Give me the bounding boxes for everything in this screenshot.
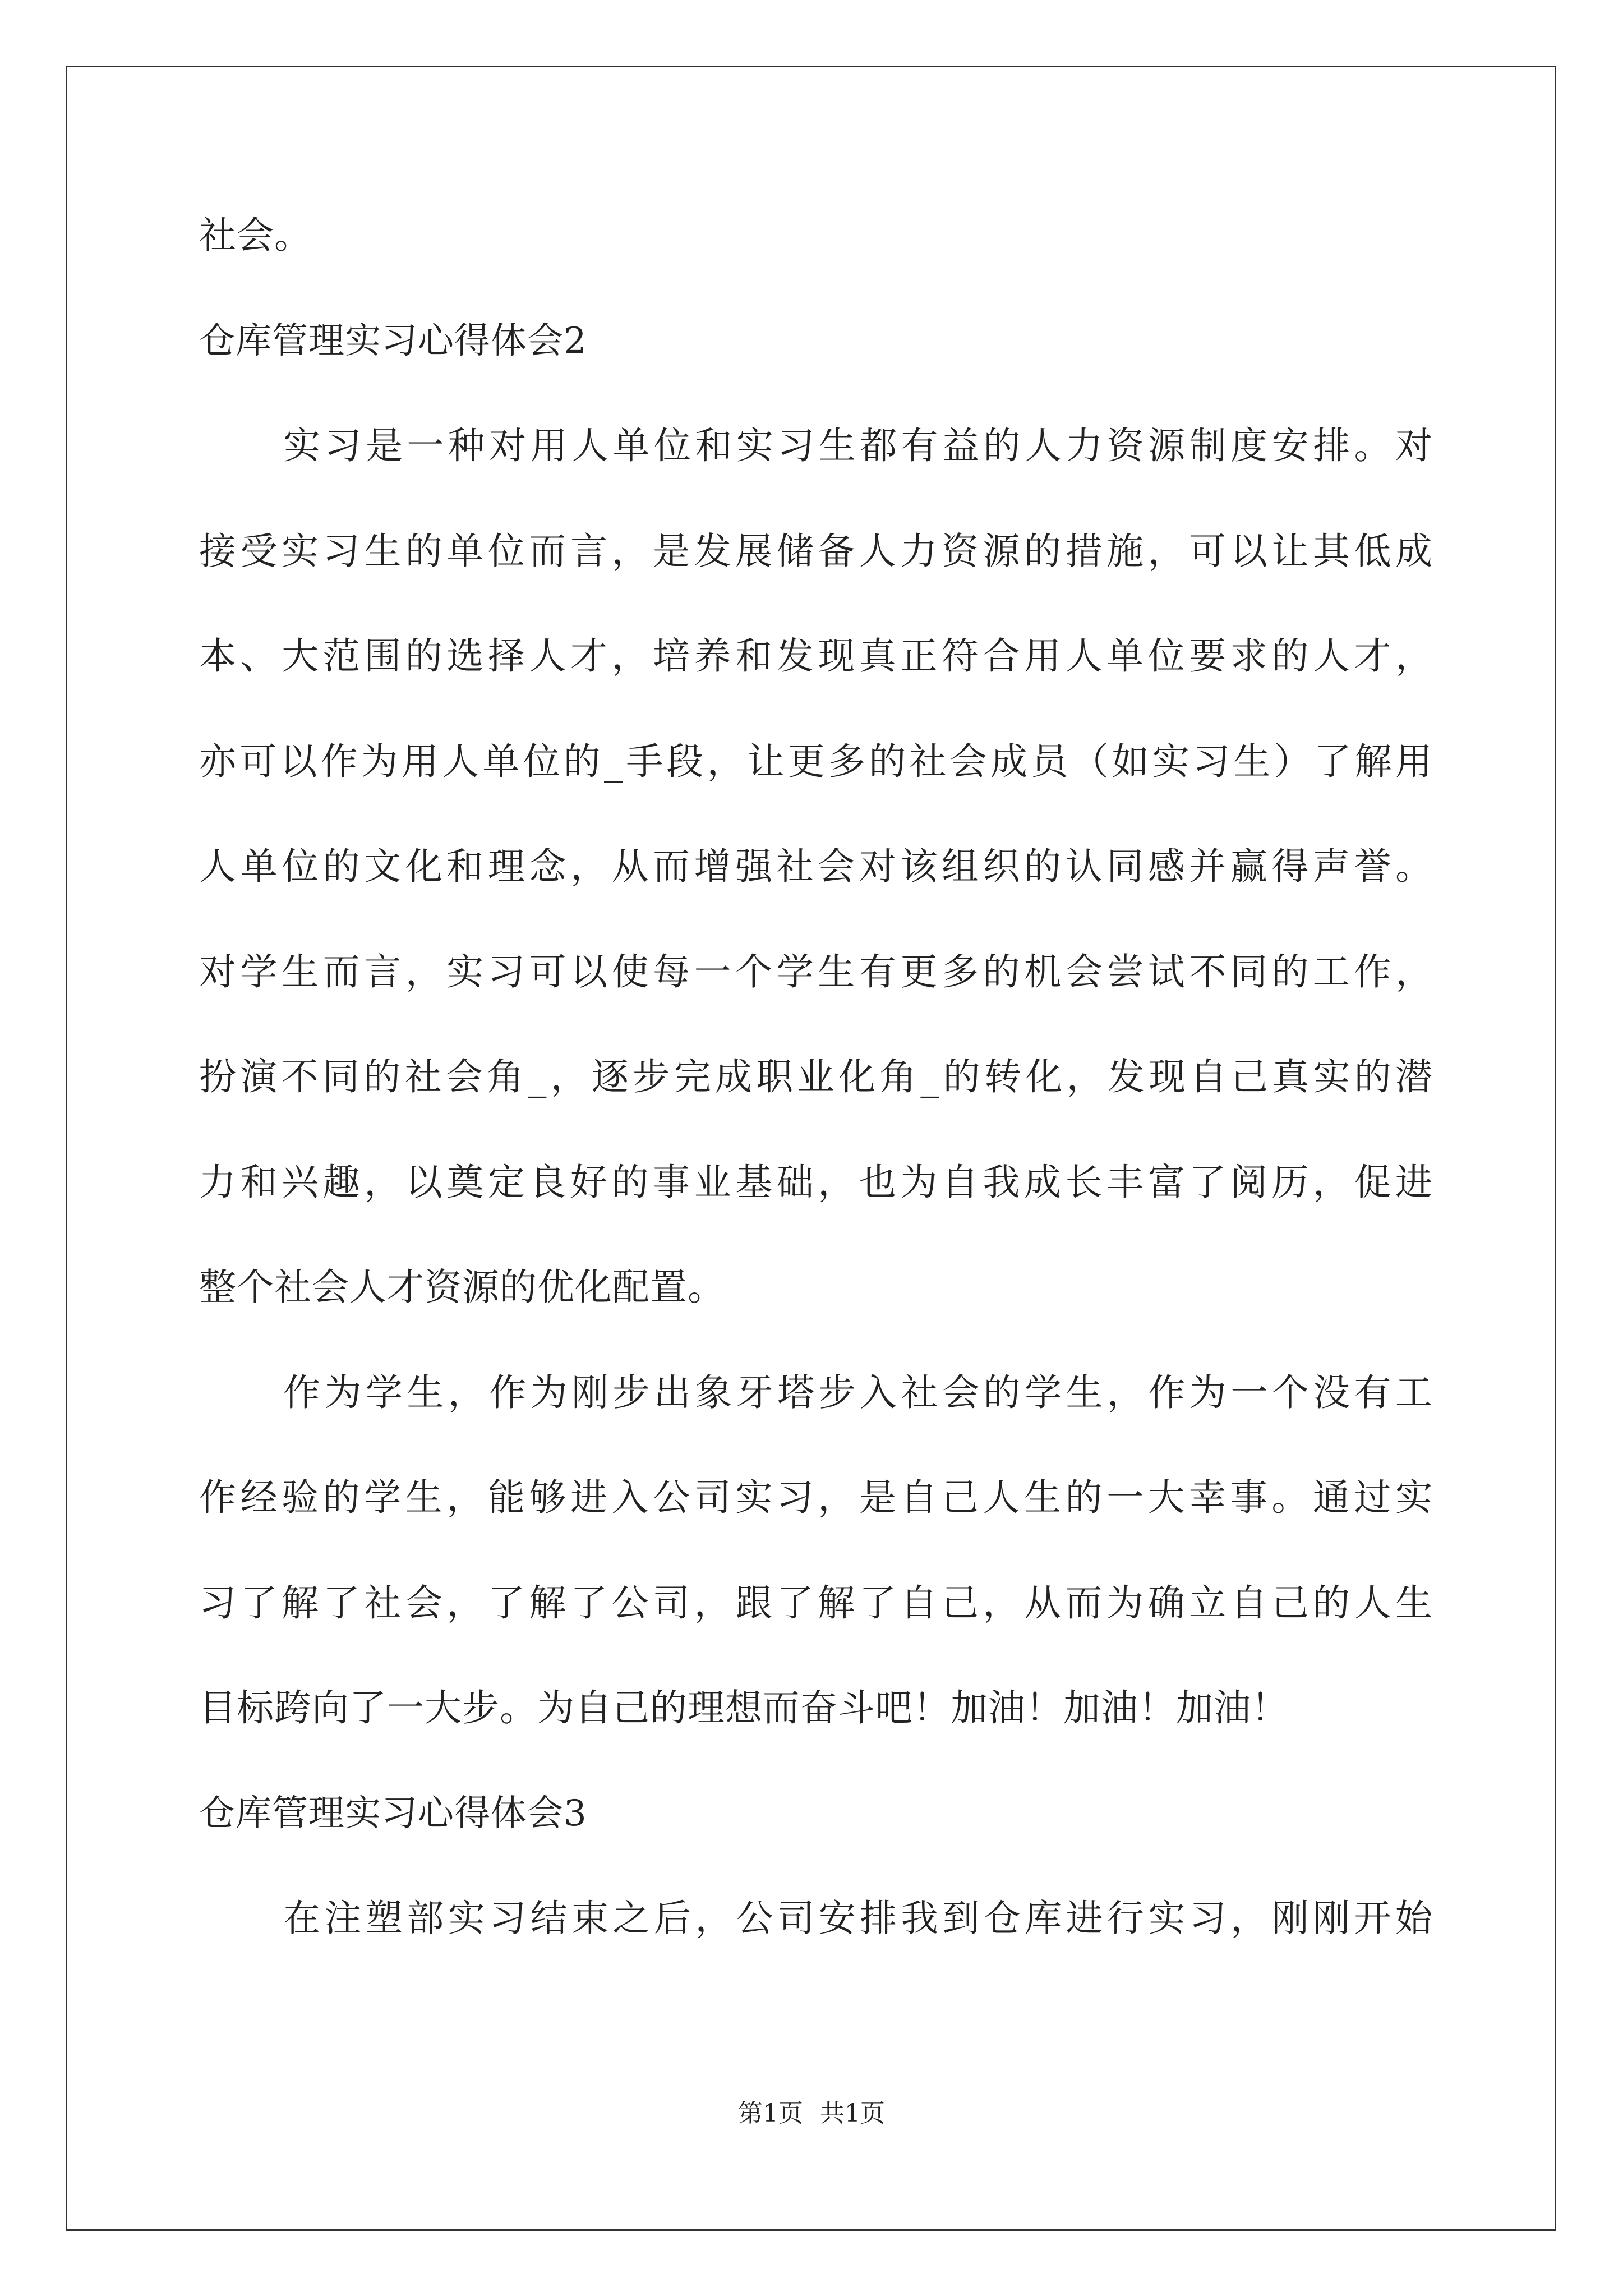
page-total: 共1页 [820,2099,885,2128]
text-line: 作经验的学生，能够进入公司实习，是自己人生的一大幸事。通过实 [199,1476,1433,1519]
text-line: 力和兴趣，以奠定良好的事业基础，也为自我成长丰富了阅历，促进 [199,1161,1433,1204]
text-line: 对学生而言，实习可以使每一个学生有更多的机会尝试不同的工作， [199,950,1433,993]
text-line: 接受实习生的单位而言，是发展储备人力资源的措施，可以让其低成 [199,530,1433,573]
text-line: 整个社会人才资源的优化配置。 [199,1266,725,1309]
section-heading: 仓库管理实习心得体会2 [199,320,587,362]
text-line: 习了解了社会，了解了公司，跟了解了自己，从而为确立自己的人生 [199,1581,1433,1625]
text-line: 本、大范围的选择人才，培养和发现真正符合用人单位要求的人才， [199,634,1433,678]
text-line: 扮演不同的社会角_，逐步完成职业化角_的转化，发现自己真实的潜 [199,1055,1433,1098]
text-line: 人单位的文化和理念，从而增强社会对该组织的认同感并赢得声誉。 [199,845,1433,888]
text-line: 社会。 [199,214,312,257]
page-footer [0,2098,1623,2129]
section-heading: 仓库管理实习心得体会3 [199,1793,587,1834]
text-line: 目标跨向了一大步。为自己的理想而奋斗吧！加油！加油！加油！ [199,1686,1289,1729]
page-number: 第1页 [738,2099,803,2128]
text-line: 实习是一种对用人单位和实习生都有益的人力资源制度安排。对 [283,424,1433,467]
text-line: 作为学生，作为刚步出象牙塔步入社会的学生，作为一个没有工 [283,1371,1433,1414]
text-line: 在注塑部实习结束之后，公司安排我到仓库进行实习，刚刚开始 [283,1897,1433,1940]
text-line: 亦可以作为用人单位的_手段，让更多的社会成员（如实习生）了解用 [199,740,1433,783]
